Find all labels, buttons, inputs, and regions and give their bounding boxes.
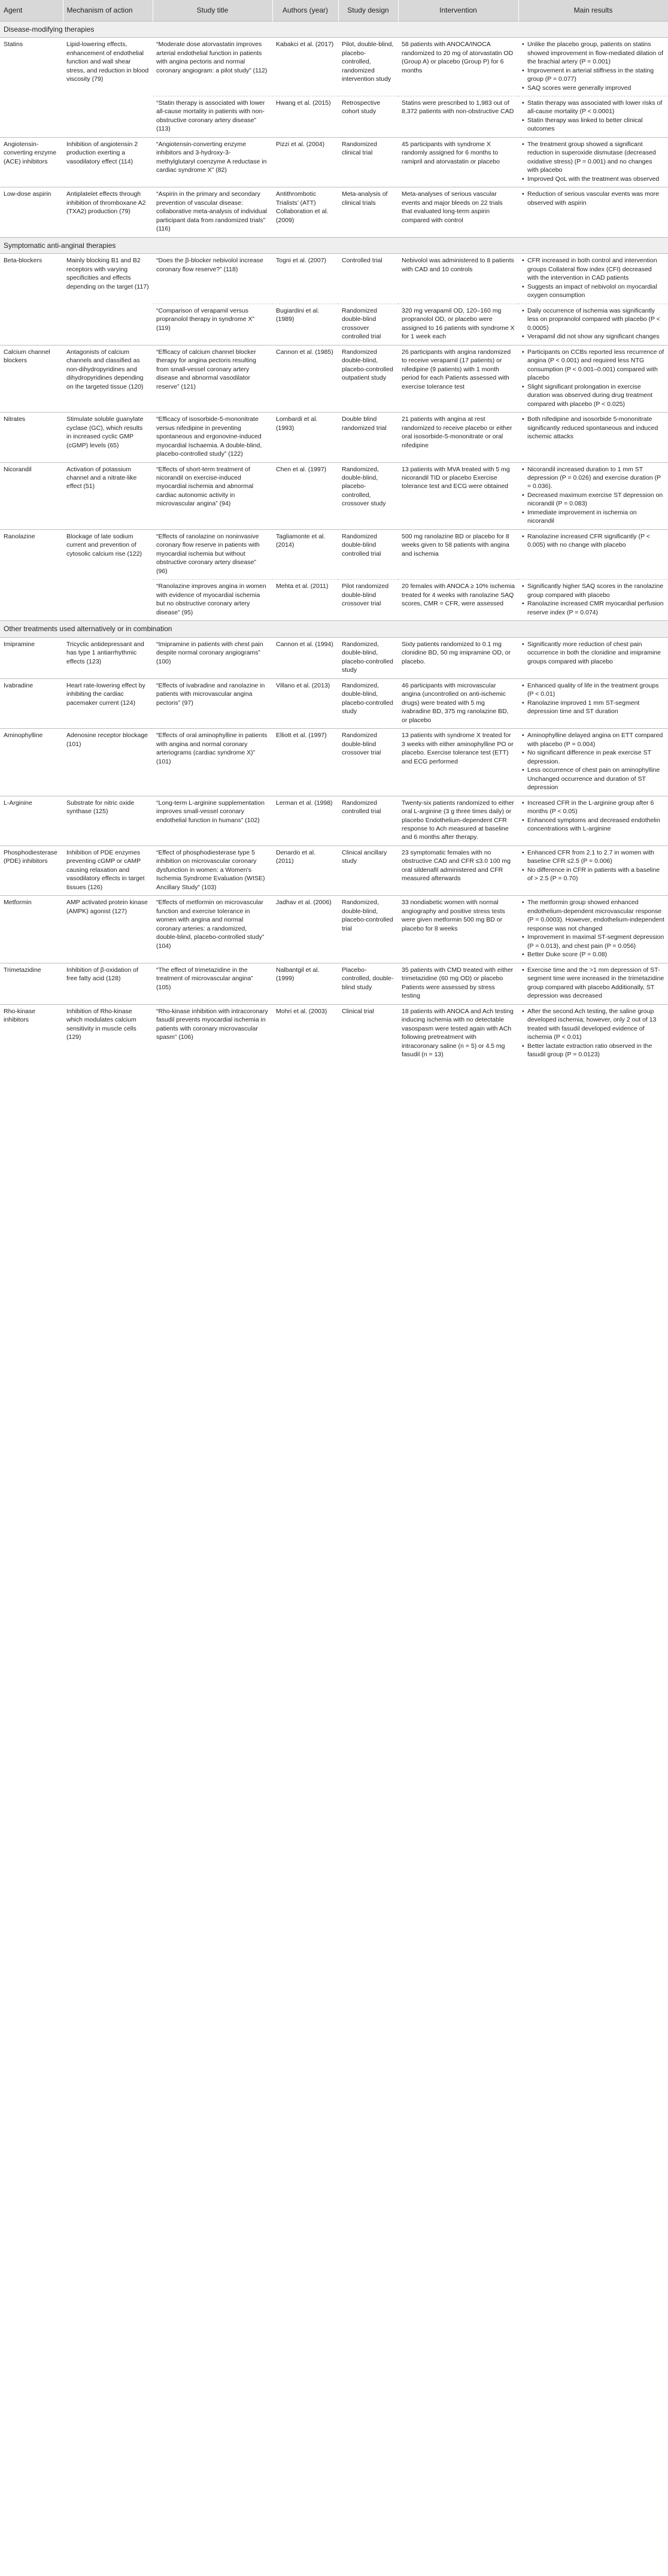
intervention-cell: 46 participants with microvascular angina (uncontrolled on anti-ischemic drugs) were treated with 5 mg ivabradine BD, 375 mg ranolazine BD, or placebo [398,678,518,728]
mechanism-cell: Activation of potassium channel and a nitrate-like effect (51) [63,462,153,529]
result-bullet: • Enhanced CFR from 2.1 to 2.7 in women with baseline CFR ≤2.5 (P = 0.006) [522,848,664,866]
result-bullet: • Aminophylline delayed angina on ETT compared with placebo (P = 0.004) [522,731,664,748]
study-title-cell: “Efficacy of calcium channel blocker therapy for angina pectoris resulting from small-vessel coronary artery disease and abnormal vasodilator reserve” (121) [153,345,272,412]
study-design-cell: Clinical ancillary study [338,845,398,895]
intervention-cell: 33 nondiabetic women with normal angiography and positive stress tests were given metformin 500 mg BD or placebo for 8 weeks [398,896,518,963]
authors-cell: Denardo et al. (2011) [272,845,338,895]
main-results-cell [518,254,668,304]
intervention-cell: 26 participants with angina randomized to receive verapamil (17 patients) or nifedipine (9 patients) with 1 month period for each Patients assessed with exercise tolerance test [398,345,518,412]
mechanism-cell: Antiplatelet effects through inhibition of thromboxane A2 (TXA2) production (79) [63,187,153,237]
main-results-cell [518,304,668,345]
table-row [0,845,668,895]
main-results-cell [518,637,668,678]
authors-cell: Cannon et al. (1985) [272,345,338,412]
main-results-cell [518,529,668,579]
mechanism-cell: Heart rate-lowering effect by inhibiting the cardiac pacemaker current (124) [63,678,153,728]
study-title-cell: “Effects of oral aminophylline in patients with angina and normal coronary arteriograms (cardiac syndrome X)” (101) [153,729,272,796]
study-design-cell: Pilot, double-blind, placebo-controlled, randomized intervention study [338,38,398,96]
study-title-cell: “Aspirin in the primary and secondary prevention of vascular disease: collaborative meta-analysis of individual participant data from randomized trials” (116) [153,187,272,237]
main-results-cell [518,187,668,237]
main-results-cell [518,462,668,529]
agent-cell: Imipramine [0,637,63,678]
intervention-cell: 20 females with ANOCA ≥ 10% ischemia treated for 4 weeks with ranolazine SAQ scores, CMR = CFR, were assessed [398,580,518,621]
main-results-cell [518,137,668,187]
mechanism-cell: Tricyclic antidepressant and has type 1 antiarrhythmic effects (123) [63,637,153,678]
result-bullet: • Decreased maximum exercise ST depression on nicorandil (P = 0.083) [522,491,664,508]
study-title-cell: “Rho-kinase inhibition with intracoronary fasudil prevents myocardial ischemia in patients with coronary microvascular spasm” (106) [153,1004,272,1062]
intervention-cell: 45 participants with syndrome X randomly assigned for 6 months to ramipril and atorvastatin or placebo [398,137,518,187]
authors-cell: Nalbantgil et al. (1999) [272,963,338,1004]
study-design-cell: Randomized, double-blind, placebo-controlled, crossover study [338,462,398,529]
section-row [0,621,668,638]
result-bullet: • Less occurrence of chest pain on aminophylline Unchanged occurrence and duration of ST depression [522,766,664,792]
section-title: Other treatments used alternatively or in combination [0,621,668,638]
main-results-cell [518,96,668,138]
therapies-table [0,0,668,1063]
main-results-cell [518,845,668,895]
study-design-cell: Pilot randomized double-blind crossover trial [338,580,398,621]
section-title: Disease-modifying therapies [0,21,668,38]
agent-cell: Ranolazine [0,529,63,620]
authors-cell: Lombardi et al. (1993) [272,413,338,462]
authors-cell: Hwang et al. (2015) [272,96,338,138]
result-bullet: • Participants on CCBs reported less recurrence of angina (P < 0.001) and required less NTG consumption (P < 0.001–0.001) compared with placebo [522,348,664,383]
result-bullet: • Improvement in arterial stiffness in the stating group (P = 0.077) [522,66,664,84]
table-row [0,963,668,1004]
study-design-cell: Randomized double-blind, placebo-controlled outpatient study [338,345,398,412]
result-bullet: • Slight significant prolongation in exercise duration was observed during drug treatment compared with placebo (P < 0.025) [522,383,664,408]
study-title-cell: “Moderate dose atorvastatin improves arterial endothelial function in patients with angina pectoris and normal coronary angiogram: a pilot study” (112) [153,38,272,96]
mechanism-cell: Blockage of late sodium current and prevention of cytosolic calcium rise (122) [63,529,153,620]
result-bullet: • Reduction of serious vascular events was more observed with aspirin [522,190,664,207]
mechanism-cell: Inhibition of Rho-kinase which modulates calcium sensitivity in muscle cells (129) [63,1004,153,1062]
study-design-cell: Randomized controlled trial [338,796,398,845]
study-design-cell: Randomized, double-blind, placebo-controlled study [338,678,398,728]
mechanism-cell: Stimulate soluble guanylate cyclase (GC), which results in increased cyclic GMP (cGMP) levels (65) [63,413,153,462]
result-bullet: • Increased CFR in the L-arginine group after 6 months (P < 0.05) [522,799,664,816]
table-row [0,462,668,529]
main-results-cell [518,413,668,462]
result-bullet: • Significantly higher SAQ scores in the ranolazine group compared with placebo [522,582,664,599]
authors-cell: Togni et al. (2007) [272,254,338,304]
study-design-cell: Controlled trial [338,254,398,304]
agent-cell: Nitrates [0,413,63,462]
intervention-cell: Nebivolol was administered to 8 patients with CAD and 10 controls [398,254,518,304]
result-bullet: • Enhanced quality of life in the treatment groups (P < 0.01) [522,681,664,699]
mechanism-cell: Inhibition of angiotensin 2 production exerting a vasodilatory effect (114) [63,137,153,187]
header-main-results: Main results [518,0,668,21]
header-intervention: Intervention [398,0,518,21]
agent-cell: Angiotensin-converting enzyme (ACE) inhibitors [0,137,63,187]
study-title-cell: “Effects of ivabradine and ranolazine in patients with microvascular angina pectoris” (97) [153,678,272,728]
result-bullet: • Better lactate extraction ratio observed in the fasudil group (P = 0.0123) [522,1042,664,1059]
intervention-cell: 23 symptomatic females with no obstructive CAD and CFR ≤3.0 100 mg oral sildenafil administered and CFR measured afterwards [398,845,518,895]
result-bullet: • Daily occurrence of ischemia was significantly less on propranolol compared with placebo (P < 0.0005) [522,307,664,332]
agent-cell: Aminophylline [0,729,63,796]
study-design-cell: Randomized, double-blind, placebo-controlled study [338,637,398,678]
authors-cell: Mohri et al. (2003) [272,1004,338,1062]
study-title-cell: “Efficacy of isosorbide-5-mononitrate versus nifedipine in preventing spontaneous and ergonovine-induced myocardial Ischaemia. A double-blind, placebo-controlled study” (122) [153,413,272,462]
section-row [0,237,668,254]
intervention-cell: Twenty-six patients randomized to either oral L-arginine (3 g three times daily) or placebo Endothelium-dependent CFR response to Ach measured at baseline and 6 months after therapy. [398,796,518,845]
table-row [0,1004,668,1062]
result-bullet: • Ranolazine increased CFR significantly (P < 0.005) with no change with placebo [522,532,664,550]
study-title-cell: “Effects of ranolazine on noninvasive coronary flow reserve in patients with myocardial ischemia but without obstructive coronary artery disease” (96) [153,529,272,579]
header-agent: Agent [0,0,63,21]
result-bullet: • Improved QoL with the treatment was observed [522,175,664,183]
authors-cell: Pizzi et al. (2004) [272,137,338,187]
table-body [0,21,668,1063]
result-bullet: • Nicorandil increased duration to 1 mm ST depression (P = 0.026) and exercise duration (P = 0.036). [522,465,664,491]
main-results-cell [518,1004,668,1062]
intervention-cell: 13 patients with syndrome X treated for 3 weeks with either aminophylline PO or placebo. Exercise tolerance test (ETT) and ECG performed [398,729,518,796]
authors-cell: Elliott et al. (1997) [272,729,338,796]
table-row [0,254,668,304]
result-bullet: • Ranolazine increased CMR myocardial perfusion reserve index (P = 0.074) [522,599,664,617]
agent-cell: Phosphodiesterase (PDE) inhibitors [0,845,63,895]
table-row [0,729,668,796]
agent-cell: Trimetazidine [0,963,63,1004]
result-bullet: • Better Duke score (P = 0.08) [522,950,664,959]
table-row [0,796,668,845]
mechanism-cell: AMP activated protein kinase (AMPK) agonist (127) [63,896,153,963]
mechanism-cell: Inhibition of PDE enzymes preventing cGMP or cAMP causing relaxation and vasodilatory effects in target tissues (126) [63,845,153,895]
table-row [0,137,668,187]
authors-cell: Chen et al. (1997) [272,462,338,529]
result-bullet: • No difference in CFR in patients with a baseline of > 2.5 (P = 0.70) [522,866,664,883]
authors-cell: Lerman et al. (1998) [272,796,338,845]
table-row [0,413,668,462]
table-row [0,345,668,412]
main-results-cell [518,345,668,412]
result-bullet: • Enhanced symptoms and decreased endothelin concentrations with L-arginine [522,816,664,834]
study-design-cell: Randomized, double-blind, placebo-controlled trial [338,896,398,963]
result-bullet: • CFR increased in both control and intervention groups Collateral flow index (CFI) decreased with the intervention in CAD patients [522,256,664,282]
header-authors: Authors (year) [272,0,338,21]
study-design-cell: Randomized clinical trial [338,137,398,187]
study-title-cell: “Ranolazine improves angina in women with evidence of myocardial ischemia but no obstructive coronary artery disease” (95) [153,580,272,621]
study-design-cell: Randomized double-blind controlled trial [338,529,398,579]
study-title-cell: “Does the β-blocker nebivolol increase coronary flow reserve?” (118) [153,254,272,304]
study-title-cell: “Effects of metformin on microvascular function and exercise tolerance in women with angina and normal coronary arteries: a randomized, double-blind, placebo-controlled study” (104) [153,896,272,963]
authors-cell: Antithrombotic Trialists’ (ATT) Collaboration et al. (2009) [272,187,338,237]
result-bullet: • Unlike the placebo group, patients on statins showed improvement in flow-mediated dilation of the brachial artery (P = 0.001) [522,40,664,66]
intervention-cell: 500 mg ranolazine BD or placebo for 8 weeks given to 58 patients with angina and ischemia [398,529,518,579]
table-row [0,38,668,96]
study-design-cell: Double blind randomized trial [338,413,398,462]
result-bullet: • Statin therapy was linked to better clinical outcomes [522,116,664,134]
agent-cell: Nicorandil [0,462,63,529]
intervention-cell: Statins were prescribed to 1,983 out of 8,372 patients with non-obstructive CAD [398,96,518,138]
mechanism-cell: Substrate for nitric oxide synthase (125) [63,796,153,845]
header-study-design: Study design [338,0,398,21]
agent-cell: Calcium channel blockers [0,345,63,412]
agent-cell: Statins [0,38,63,138]
agent-cell: Low-dose aspirin [0,187,63,237]
authors-cell: Bugiardini et al. (1989) [272,304,338,345]
intervention-cell: 13 patients with MVA treated with 5 mg nicorandil TID or placebo Exercise tolerance test and ECG were obtained [398,462,518,529]
main-results-cell [518,678,668,728]
study-design-cell: Randomized double-blind crossover controlled trial [338,304,398,345]
mechanism-cell: Antagonists of calcium channels and classified as non-dihydropyridines and dihydropyridines depending on the targeted tissue (120) [63,345,153,412]
study-title-cell: “Imipramine in patients with chest pain despite normal coronary angiograms” (100) [153,637,272,678]
study-title-cell: “The effect of trimetazidine in the treatment of microvascular angina” (105) [153,963,272,1004]
result-bullet: • Verapamil did not show any significant changes [522,332,664,341]
agent-cell: Ivabradine [0,678,63,728]
result-bullet: • Significantly more reduction of chest pain occurrence in both the clonidine and imipramine groups compared with placebo [522,640,664,666]
study-design-cell: Clinical trial [338,1004,398,1062]
table-row [0,678,668,728]
main-results-cell [518,38,668,96]
authors-cell: Cannon et al. (1994) [272,637,338,678]
mechanism-cell: Adenosine receptor blockage (101) [63,729,153,796]
study-title-cell: “Statin therapy is associated with lower all-cause mortality in patients with non-obstructive coronary artery disease” (113) [153,96,272,138]
study-design-cell: Retrospective cohort study [338,96,398,138]
authors-cell: Jadhav et al. (2006) [272,896,338,963]
agent-cell: Beta-blockers [0,254,63,345]
main-results-cell [518,963,668,1004]
table-header-row [0,0,668,21]
study-design-cell: Placebo-controlled, double-blind study [338,963,398,1004]
table-row [0,529,668,579]
intervention-cell: Meta-analyses of serious vascular events and major bleeds on 22 trials that evaluated long-term aspirin compared with control [398,187,518,237]
main-results-cell [518,729,668,796]
header-study-title: Study title [153,0,272,21]
study-title-cell: “Effect of phosphodiesterase type 5 inhibition on microvascular coronary dysfunction in women: a Women’s Ischemia Syndrome Evaluation (WISE) Ancillary Study” (103) [153,845,272,895]
study-design-cell: Randomized double-blind crossover trial [338,729,398,796]
study-title-cell: “Angiotensin-converting enzyme inhibitors and 3-hydroxy-3-methylglutaryl coenzyme A reductase in cardiac syndrome X” (82) [153,137,272,187]
result-bullet: • SAQ scores were generally improved [522,84,664,92]
study-title-cell: “Comparison of verapamil versus propranolol therapy in syndrome X” (119) [153,304,272,345]
header-mechanism: Mechanism of action [63,0,153,21]
authors-cell: Kabakci et al. (2017) [272,38,338,96]
table-row [0,896,668,963]
result-bullet: • Both nifedipine and isosorbide 5-mononitrate significantly reduced spontaneous and induced ischemic attacks [522,415,664,441]
agent-cell: Rho-kinase inhibitors [0,1004,63,1062]
result-bullet: • After the second Ach testing, the saline group developed ischemia; however, only 2 out of 13 treated with fasudil developed evidence of ischemia (P < 0.01) [522,1007,664,1042]
study-title-cell: “Long-term L-arginine supplementation improves small-vessel coronary endothelial function in humans” (102) [153,796,272,845]
intervention-cell: Sixty patients randomized to 0.1 mg clonidine BD, 50 mg imipramine OD, or placebo. [398,637,518,678]
table-row [0,637,668,678]
section-row [0,21,668,38]
main-results-cell [518,796,668,845]
authors-cell: Villano et al. (2013) [272,678,338,728]
agent-cell: L-Arginine [0,796,63,845]
intervention-cell: 35 patients with CMD treated with either trimetazidine (60 mg OD) or placebo Patients were assessed by stress testing [398,963,518,1004]
result-bullet: • Improvement in maximal ST-segment depression (P = 0.013), and chest pain (P = 0.056) [522,933,664,950]
authors-cell: Tagliamonte et al. (2014) [272,529,338,579]
result-bullet: • Suggests an impact of nebivolol on myocardial oxygen consumption [522,283,664,300]
mechanism-cell: Inhibition of β-oxidation of free fatty acid (128) [63,963,153,1004]
result-bullet: • Ranolazine improved 1 mm ST-segment depression time and ST duration [522,699,664,716]
result-bullet: • The metformin group showed enhanced endothelium-dependent microvascular response (P = 0.0003). However, endothelium-independent response was not changed [522,898,664,933]
result-bullet: • Statin therapy was associated with lower risks of all-cause mortality (P < 0.0001) [522,99,664,116]
section-title: Symptomatic anti-anginal therapies [0,237,668,254]
authors-cell: Mehta et al. (2011) [272,580,338,621]
intervention-cell: 320 mg verapamil OD, 120–160 mg propranolol OD, or placebo were assigned to 16 patients with syndrome X for 1 week each [398,304,518,345]
result-bullet: • Immediate improvement in ischemia on nicorandil [522,508,664,526]
mechanism-cell: Lipid-lowering effects, enhancement of endothelial function and wall shear stress, and reduction in blood viscosity (79) [63,38,153,138]
study-title-cell: “Effects of short-term treatment of nicorandil on exercise-induced myocardial ischemia and abnormal cardiac autonomic activity in microvascular angina” (94) [153,462,272,529]
result-bullet: • The treatment group showed a significant reduction in superoxide dismutase (decreased oxidative stress) (P = 0.001) and no changes with placebo [522,140,664,175]
main-results-cell [518,896,668,963]
result-bullet: • Exercise time and the >1 mm depression of ST-segment time were increased in the trimetazidine group compared with placebo Additionally, ST depression was decreased [522,966,664,1001]
intervention-cell: 18 patients with ANOCA and Ach testing inducing ischemia with no detectable vasospasm were tested again with ACh following pretreatment with intracoronary saline (n = 5) or 4.5 mg fasudil (n = 13) [398,1004,518,1062]
table-row [0,187,668,237]
agent-cell: Metformin [0,896,63,963]
study-design-cell: Meta-analysis of clinical trials [338,187,398,237]
result-bullet: • No significant difference in peak exercise ST depression. [522,748,664,766]
main-results-cell [518,580,668,621]
intervention-cell: 21 patients with angina at rest randomized to receive placebo or either oral isosorbide-5-mononitrate or oral nifedipine [398,413,518,462]
intervention-cell: 58 patients with ANOCA/INOCA randomized to 20 mg of atorvastatin OD (Group A) or placebo (Group P) for 6 months [398,38,518,96]
mechanism-cell: Mainly blocking B1 and B2 receptors with varying specificities and effects depending on the target (117) [63,254,153,345]
